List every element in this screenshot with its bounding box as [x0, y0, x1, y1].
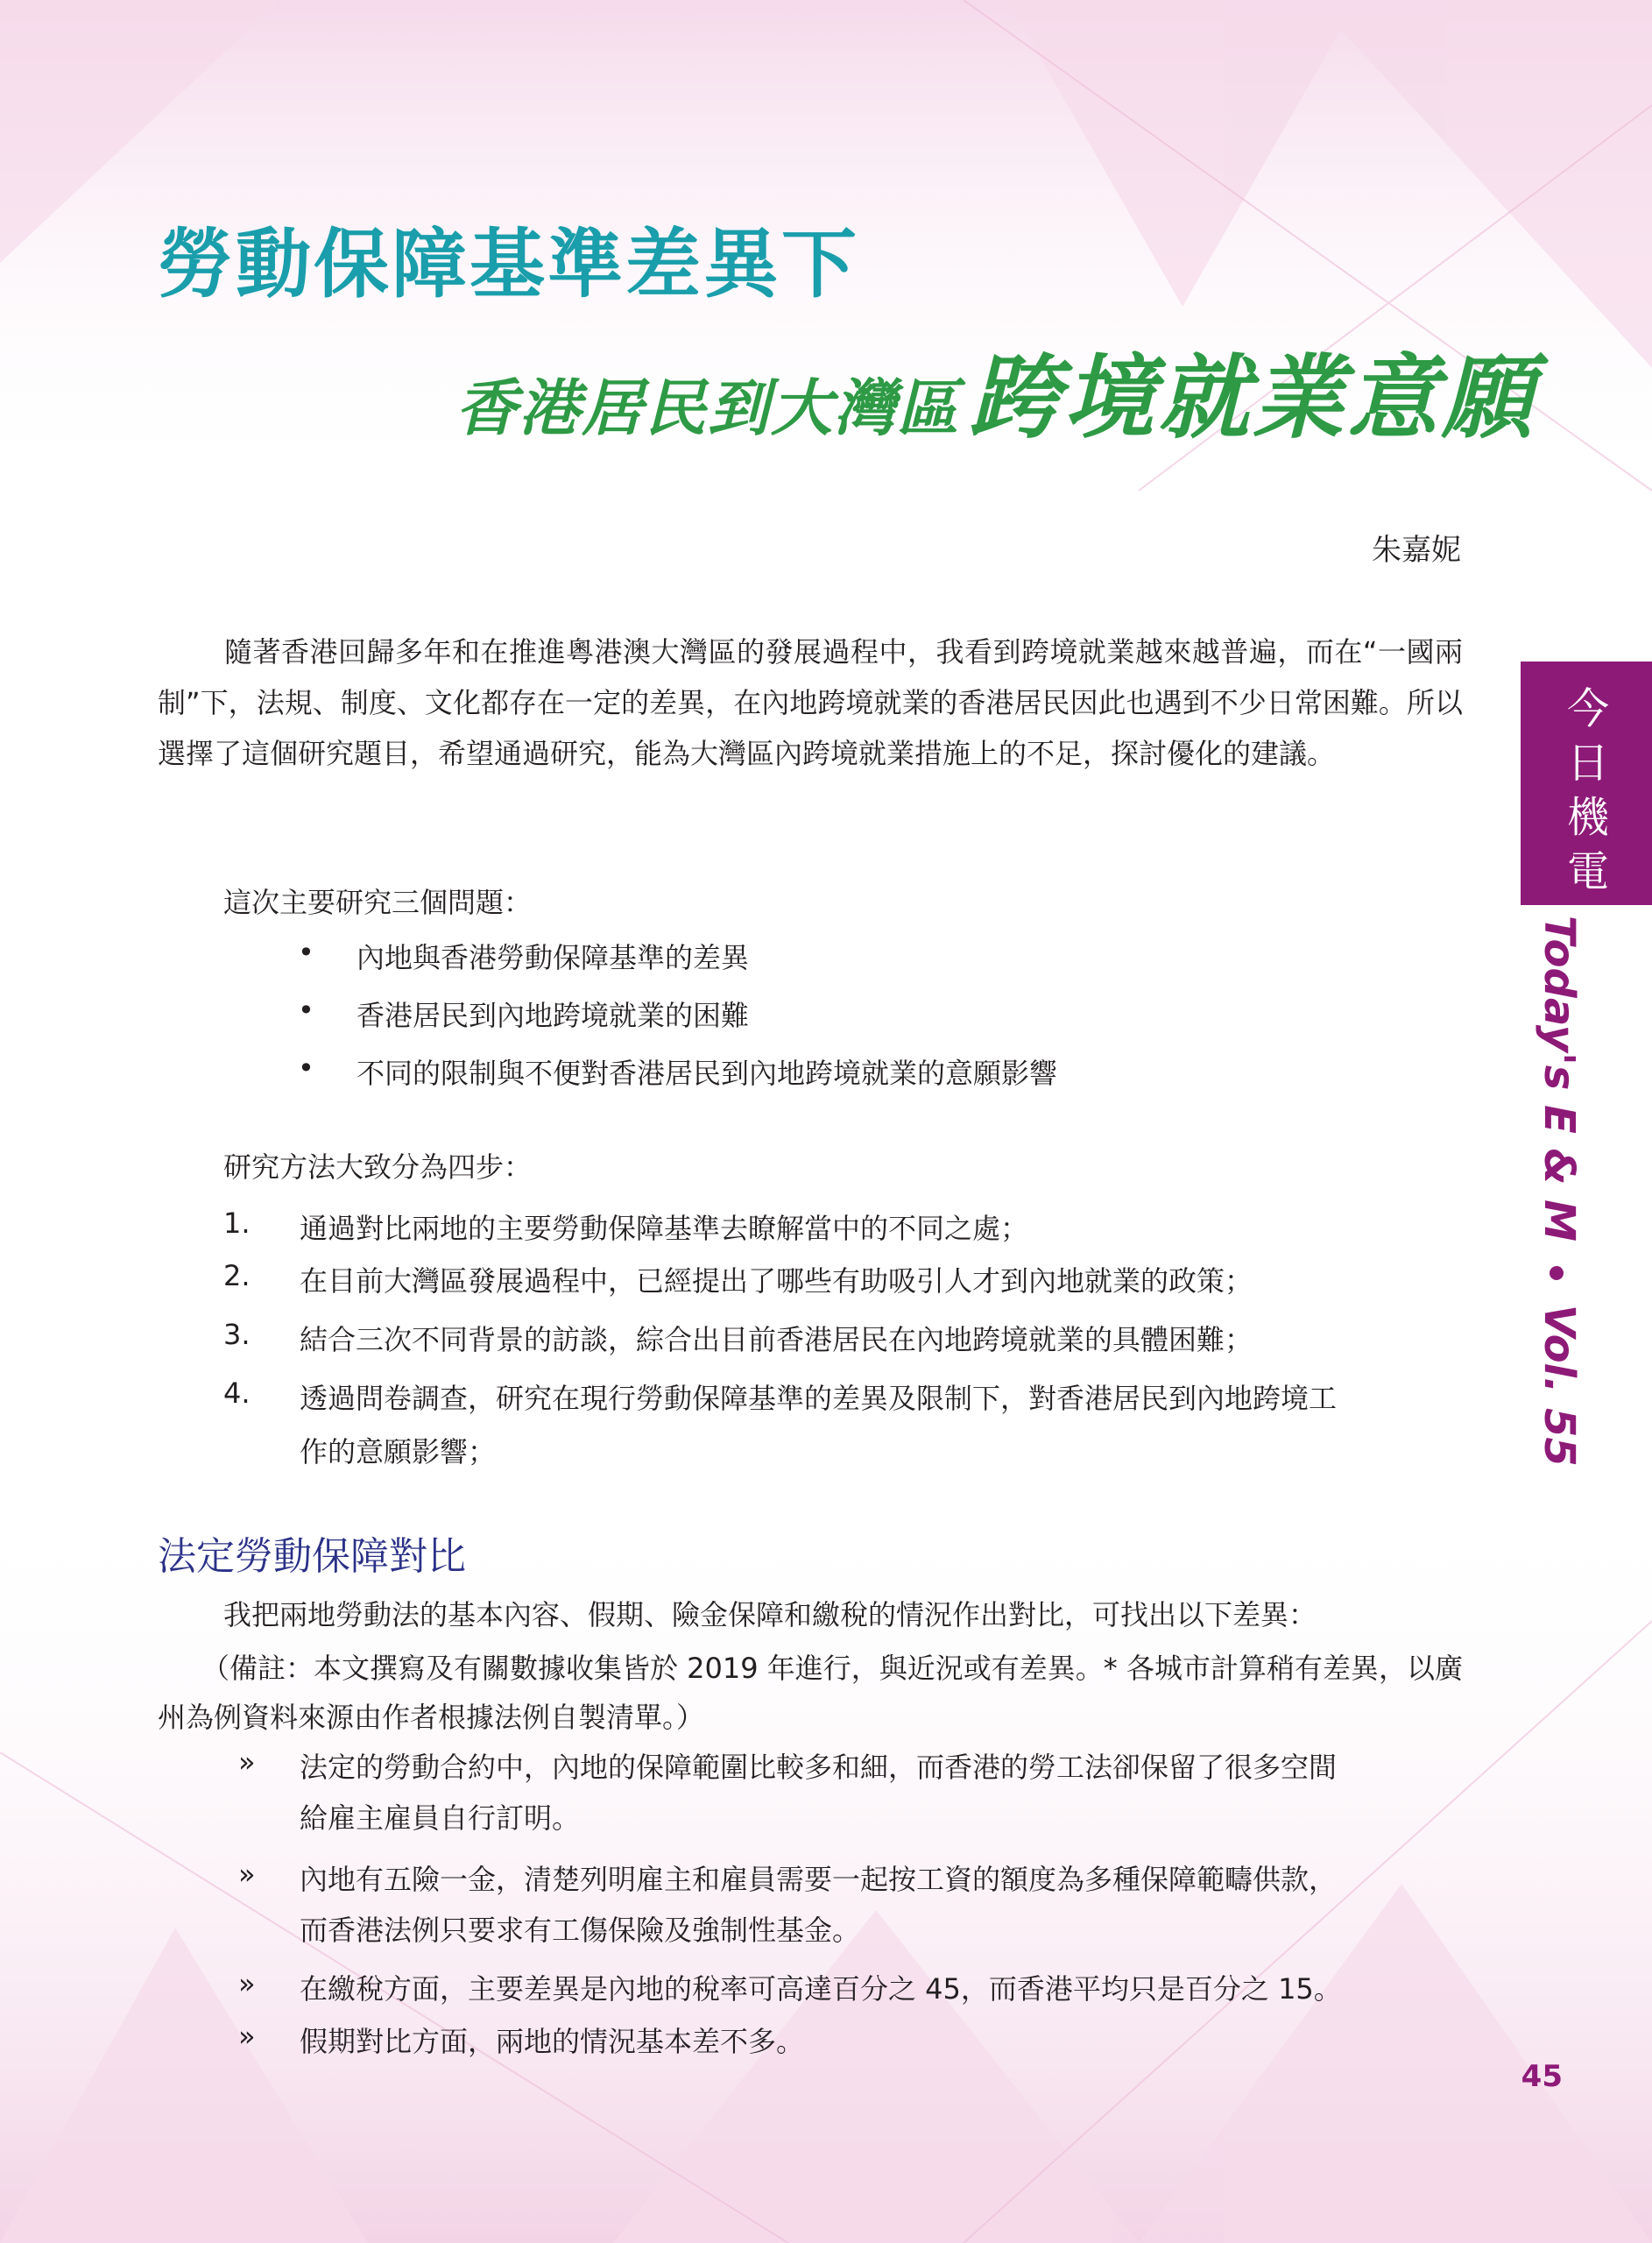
point-text: 法定的勞動合約中，內地的保障範圍比較多和細，而香港的勞工法卻保留了很多空間	[300, 1751, 1338, 1784]
step-text: 結合三次不同背景的訪談，綜合出目前香港居民在內地跨境就業的具體困難；	[300, 1323, 1253, 1356]
question-text: 香港居民到內地跨境就業的困難	[357, 999, 750, 1032]
bullet-icon: •	[298, 936, 314, 969]
article-title-main: 勞動保障基準差異下	[158, 221, 859, 308]
chevron-icon: »	[238, 1745, 256, 1779]
section-heading: 法定勞動保障對比	[158, 1534, 466, 1579]
step-number: 1.	[223, 1206, 251, 1240]
author-name: 朱嘉妮	[1372, 533, 1461, 568]
point-text: 而香港法例只要求有工傷保險及強制性基金。	[300, 1914, 861, 1947]
article-title-sub-part2: 跨境就業意願	[969, 343, 1537, 451]
method-lead: 研究方法大致分為四步：	[223, 1150, 533, 1184]
step-number: 3.	[223, 1318, 251, 1351]
page-number: 45	[1521, 2059, 1563, 2094]
step-text: 作的意願影響；	[300, 1435, 497, 1468]
step-number: 4.	[223, 1376, 251, 1410]
volume-label: Vol. 55	[1535, 1304, 1584, 1467]
magazine-name-char: 日	[1566, 739, 1609, 788]
step-number: 2.	[223, 1259, 251, 1292]
chevron-icon: »	[238, 1967, 256, 2000]
question-text: 不同的限制與不便對香港居民到內地跨境就業的意願影響	[357, 1057, 1058, 1090]
point-text: 在繳稅方面，主要差異是內地的稅率可高達百分之 45，而香港平均只是百分之 15。	[300, 1972, 1342, 2006]
article-title-sub-part1: 香港居民到大灣區	[455, 371, 960, 444]
questions-lead: 這次主要研究三個問題：	[223, 886, 533, 919]
point-text: 內地有五險一金，清楚列明雇主和雇員需要一起按工資的額度為多種保障範疇供款，	[300, 1863, 1338, 1896]
section-intro: 我把兩地勞動法的基本內容、假期、險金保障和繳稅的情況作出對比，可找出以下差異：	[223, 1598, 1317, 1631]
step-text: 在目前大灣區發展過程中，已經提出了哪些有助吸引人才到內地就業的政策；	[300, 1264, 1253, 1298]
chevron-icon: »	[238, 1857, 256, 1891]
step-text: 透過問卷調查，研究在現行勞動保障基準的差異及限制下，對香港居民到內地跨境工	[300, 1382, 1338, 1415]
magazine-name-char: 電	[1566, 847, 1609, 896]
magazine-english-title: Today's E & M	[1535, 916, 1584, 1242]
chevron-icon: »	[238, 2020, 256, 2053]
point-text: 給雇主雇員自行訂明。	[300, 1801, 581, 1835]
magazine-vertical-title	[1533, 916, 1585, 1467]
bullet-icon: •	[298, 994, 314, 1027]
article-title-sub	[455, 324, 1536, 456]
step-text: 通過對比兩地的主要勞動保障基準去瞭解當中的不同之處；	[300, 1212, 1029, 1245]
section-note: （備註：本文撰寫及有關數據收集皆於 2019 年進行，與近況或有差異。* 各城市計算稍有差異，以廣州為例資料來源由作者根據法例自製清單。）	[158, 1652, 1463, 1734]
magazine-name-char: 今	[1566, 684, 1609, 733]
intro-paragraph: 隨著香港回歸多年和在推進粵港澳大灣區的發展過程中，我看到跨境就業越來越普遍，而在“一國兩制”下，法規、制度、文化都存在一定的差異，在內地跨境就業的香港居民因此也遇到不少日常困難。所以選擇了這個研究題目，希望通過研究，能為大灣區內跨境就業措施上的不足，探討優化的建議。	[158, 635, 1463, 770]
point-text: 假期對比方面，兩地的情況基本差不多。	[300, 2025, 805, 2058]
bullet-icon: •	[298, 1051, 314, 1085]
bullet-dot-icon	[1550, 1266, 1564, 1280]
magazine-name-char: 機	[1566, 793, 1609, 842]
question-text: 內地與香港勞動保障基準的差異	[357, 941, 750, 974]
